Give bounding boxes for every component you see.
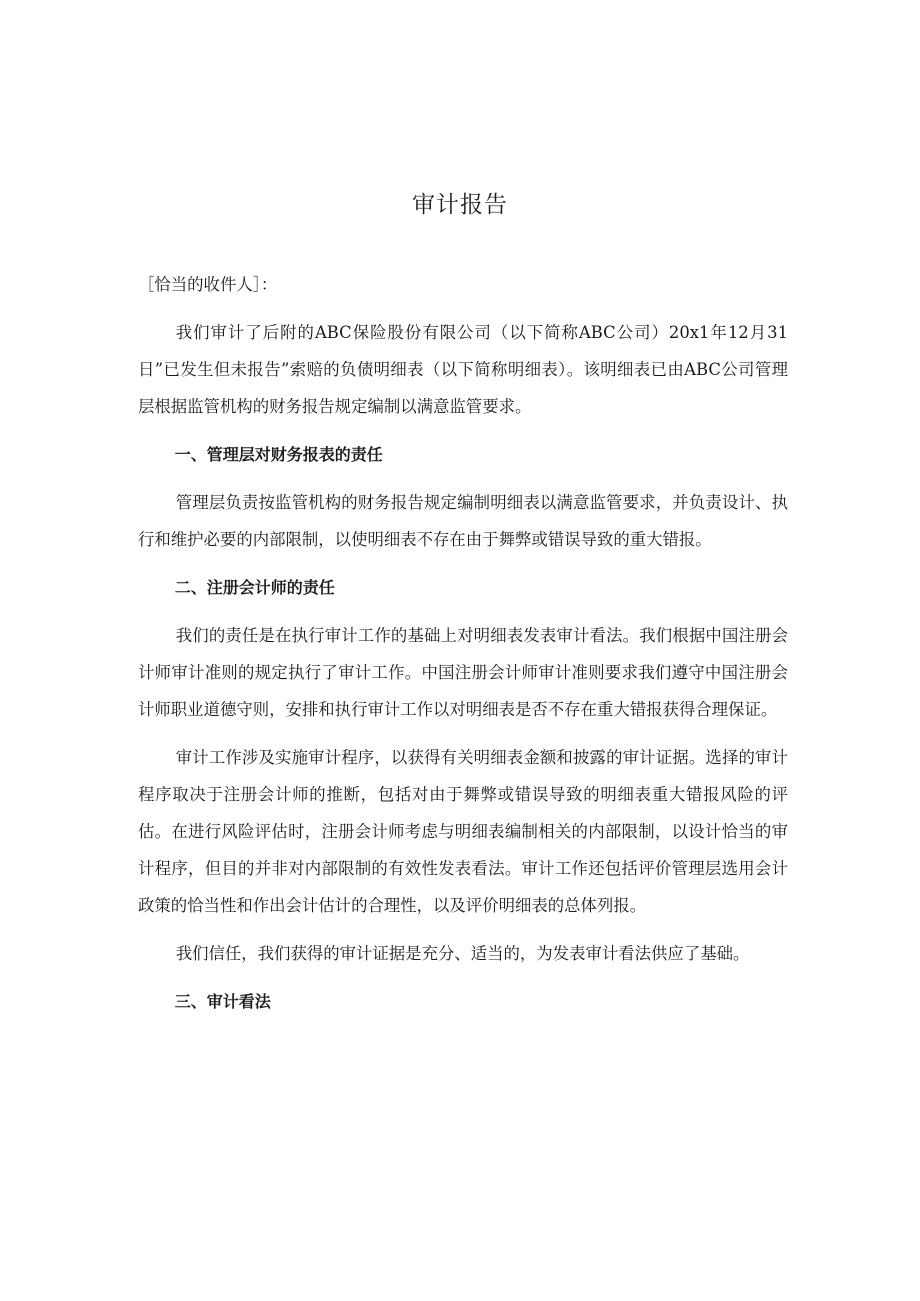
auditor-responsibility-paragraph-3: 我们信任，我们获得的审计证据是充分、适当的，为发表审计看法供应了基础。 [175,944,750,963]
section-heading-management-responsibility: 一、管理层对财务报表的责任 [174,445,383,464]
section-heading-auditor-responsibility: 二、注册会计师的责任 [174,578,335,597]
section-heading-audit-opinion: 三、审计看法 [174,992,271,1011]
recipient-line: ［恰当的收件人］： [138,275,278,294]
document-title: 审计报告 [412,192,508,218]
auditor-responsibility-paragraph-1: 我们的责任是在执行审计工作的基础上对明细表发表审计看法。我们根据中国注册会计师审计准则的规定执行了审计工作。中国注册会计师审计准则要求我们遵守中国注册会计师职业道德守则，安排和执行审计工作以对明细表是否不存在重大错报获得合理保证。 [138,626,788,719]
document-body [138,266,788,1031]
intro-paragraph: 我们审计了后附的ABC保险股份有限公司（以下简称ABC公司）20x1年12月31日”已发生但未报告”索赔的负债明细表（以下简称明细表）。该明细表已由ABC公司管理层根据监管机构的财务报告规定编制以满意监管要求。 [138,323,788,416]
management-responsibility-paragraph: 管理层负责按监管机构的财务报告规定编制明细表以满意监管要求，并负责设计、执行和维护必要的内部限制，以使明细表不存在由于舞弊或错误导致的重大错报。 [138,493,788,549]
auditor-responsibility-paragraph-2: 审计工作涉及实施审计程序，以获得有关明细表金额和披露的审计证据。选择的审计程序取决于注册会计师的推断，包括对由于舞弊或错误导致的明细表重大错报风险的评估。在进行风险评估时，注册会计师考虑与明细表编制相关的内部限制，以设计恰当的审计程序，但目的并非对内部限制的有效性发表看法。审计工作还包括评价管理层选用会计政策的恰当性和作出会计估计的合理性，以及评价明细表的总体列报。 [138,748,788,915]
